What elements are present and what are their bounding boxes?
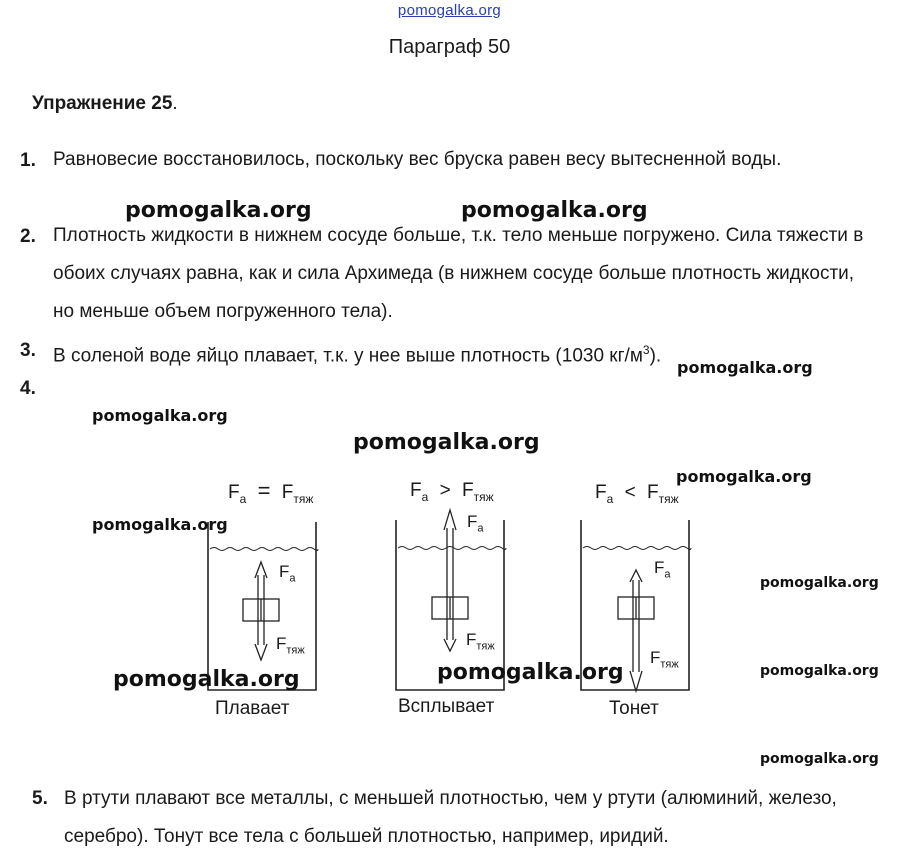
buoyant-force-label-1: $F_a$ — [279, 562, 296, 585]
watermark: pomogalka.org — [677, 358, 813, 377]
item-number: 1. — [20, 150, 36, 171]
watermark: pomogalka.org — [92, 515, 228, 534]
item-number: 2. — [20, 226, 36, 247]
item-number: 5. — [32, 788, 48, 809]
watermark: pomogalka.org — [353, 430, 540, 455]
gravity-force-label-1: $F_{тяж}$ — [276, 634, 305, 657]
force-equation-3: $F_a < F_{тяж}$ — [595, 482, 679, 506]
caption-floats: Плавает — [215, 698, 290, 719]
watermark: pomogalka.org — [113, 667, 300, 692]
item-number: 4. — [20, 378, 36, 399]
buoyant-force-label-2: $F_a$ — [467, 512, 484, 535]
watermark: pomogalka.org — [760, 575, 879, 591]
caption-rises: Всплывает — [398, 696, 495, 717]
watermark: pomogalka.org — [760, 751, 879, 767]
answer-text-2: Плотность жидкости в нижнем сосуде больше, т.к. тело меньше погружено. Сила тяжести в обоих случаях равна, как и сила Архимеда (в нижнем сосуде больше плотность жидкости, но меньше объем погруженного тела). — [53, 225, 864, 322]
gravity-force-label-2: $F_{тяж}$ — [466, 630, 495, 653]
watermark: pomogalka.org — [92, 406, 228, 425]
item-number: 3. — [20, 340, 36, 361]
force-equation-1: $F_a = F_{тяж}$ — [228, 478, 314, 506]
answer-text-3: В соленой воде яйцо плавает, т.к. у нее выше плотность (1030 $кг/м^3$). — [53, 343, 662, 367]
buoyant-force-label-3: $F_a$ — [654, 558, 671, 581]
answer-text-5: В ртути плавают все металлы, с меньшей плотностью, чем у ртути (алюминий, железо, серебро). Тонут все тела с большей плотностью, например, иридий. — [64, 788, 837, 847]
page-title: Параграф 50 — [388, 36, 511, 58]
vessel-1 — [208, 522, 318, 690]
watermark: pomogalka.org — [125, 198, 312, 223]
force-equation-2: $F_a > F_{тяж}$ — [410, 480, 494, 504]
watermark: pomogalka.org — [676, 467, 812, 486]
watermark: pomogalka.org — [461, 198, 648, 223]
caption-sinks: Тонет — [609, 698, 659, 719]
gravity-force-label-3: $F_{тяж}$ — [650, 648, 679, 671]
watermark: pomogalka.org — [760, 663, 879, 679]
exercise-heading: Упражнение 25. — [32, 93, 178, 114]
answer-text-1: Равновесие восстановилось, поскольку вес бруска равен весу вытесненной воды. — [53, 149, 782, 170]
site-link-top[interactable]: pomogalka.org — [397, 2, 502, 19]
watermark: pomogalka.org — [437, 660, 624, 685]
